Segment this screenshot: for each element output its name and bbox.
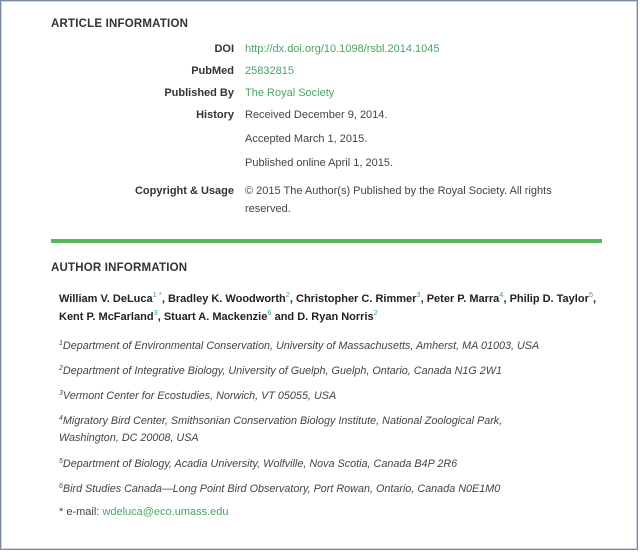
author-separator: , bbox=[157, 311, 164, 323]
affiliation-number: 5 bbox=[59, 458, 63, 465]
corresponding-email bbox=[59, 506, 229, 518]
author-affiliation-ref[interactable]: 3 bbox=[153, 308, 158, 317]
affiliation-item bbox=[59, 481, 599, 498]
author-name[interactable]: Bradley K. Woodworth bbox=[167, 293, 286, 305]
author-affiliation-ref[interactable]: 2 bbox=[373, 308, 378, 317]
author-affiliation-ref[interactable]: 6 bbox=[267, 308, 272, 317]
pubmed-link[interactable]: 25832815 bbox=[245, 65, 294, 77]
copyright-text: © 2015 The Author(s) Published by the Royal Society. All rights bbox=[245, 185, 552, 197]
author-name[interactable]: Christopher C. Rimmer bbox=[296, 293, 417, 305]
affiliation-text: Department of Biology, Acadia University, Wolfville, Nova Scotia, Canada B4P 2R6 bbox=[62, 458, 458, 470]
affiliation-item bbox=[59, 338, 599, 355]
section-divider bbox=[51, 239, 602, 243]
author-name[interactable]: William V. DeLuca bbox=[59, 293, 153, 305]
affiliation-item bbox=[59, 413, 559, 447]
email-link[interactable]: wdeluca@eco.umass.edu bbox=[102, 506, 229, 518]
affiliation-number: 3 bbox=[59, 390, 63, 397]
author-name[interactable]: Kent P. McFarland bbox=[59, 311, 154, 323]
affiliation-number: 6 bbox=[59, 483, 63, 490]
copyright-label: Copyright & Usage bbox=[134, 185, 234, 197]
author-separator: , bbox=[420, 293, 427, 305]
affiliation-text: Migratory Bird Center, Smithsonian Conservation Biology Institute, National Zoological Park, Washington, DC 20008, USA bbox=[59, 415, 503, 444]
doi-link[interactable]: http://dx.doi.org/10.1098/rsbl.2014.1045 bbox=[245, 43, 440, 55]
author-name[interactable]: D. Ryan Norris bbox=[297, 311, 374, 323]
affiliation-number: 2 bbox=[59, 365, 63, 372]
history-label: History bbox=[196, 109, 234, 121]
author-separator: , bbox=[503, 293, 510, 305]
affiliation-item bbox=[59, 456, 599, 473]
affiliation-item bbox=[59, 363, 599, 380]
affiliation-number: 1 bbox=[59, 340, 63, 347]
author-name[interactable]: Stuart A. Mackenzie bbox=[163, 311, 268, 323]
author-name[interactable]: Philip D. Taylor bbox=[509, 293, 589, 305]
author-affiliation-ref[interactable]: 5 bbox=[588, 290, 594, 299]
doi-label: DOI bbox=[214, 43, 234, 55]
copyright-text-continued: reserved. bbox=[245, 203, 291, 215]
author-name[interactable]: Peter P. Marra bbox=[426, 293, 500, 305]
author-separator: and bbox=[271, 311, 298, 323]
affiliation-item bbox=[59, 388, 599, 405]
affiliation-text: Vermont Center for Ecostudies, Norwich, VT 05055, USA bbox=[62, 390, 337, 402]
author-information-heading: AUTHOR INFORMATION bbox=[51, 262, 188, 274]
author-separator: , bbox=[593, 293, 597, 305]
published-by-label: Published By bbox=[164, 87, 234, 99]
affiliation-text: Department of Environmental Conservation, University of Massachusetts, Amherst, MA 01003, USA bbox=[62, 340, 540, 352]
article-information-heading: ARTICLE INFORMATION bbox=[51, 18, 189, 30]
history-received: Received December 9, 2014. bbox=[245, 109, 388, 121]
affiliation-text: Bird Studies Canada—Long Point Bird Observatory, Port Rowan, Ontario, Canada N0E1M0 bbox=[62, 483, 501, 495]
author-affiliation-ref[interactable]: 1 * bbox=[152, 290, 162, 299]
author-affiliation-ref[interactable]: 3 bbox=[416, 290, 421, 299]
author-affiliation-ref[interactable]: 4 bbox=[499, 290, 504, 299]
author-list bbox=[59, 290, 599, 326]
pubmed-label: PubMed bbox=[191, 65, 234, 77]
author-separator: , bbox=[289, 293, 296, 305]
publisher-link[interactable]: The Royal Society bbox=[245, 87, 335, 99]
affiliation-number: 4 bbox=[59, 415, 63, 422]
email-prefix: * e-mail: bbox=[59, 506, 103, 518]
history-accepted: Accepted March 1, 2015. bbox=[245, 133, 368, 145]
affiliation-text: Department of Integrative Biology, University of Guelph, Guelph, Ontario, Canada N1G 2W1 bbox=[62, 365, 502, 377]
author-separator: , bbox=[161, 293, 168, 305]
history-published-online: Published online April 1, 2015. bbox=[245, 157, 393, 169]
author-affiliation-ref[interactable]: 2 bbox=[285, 290, 290, 299]
